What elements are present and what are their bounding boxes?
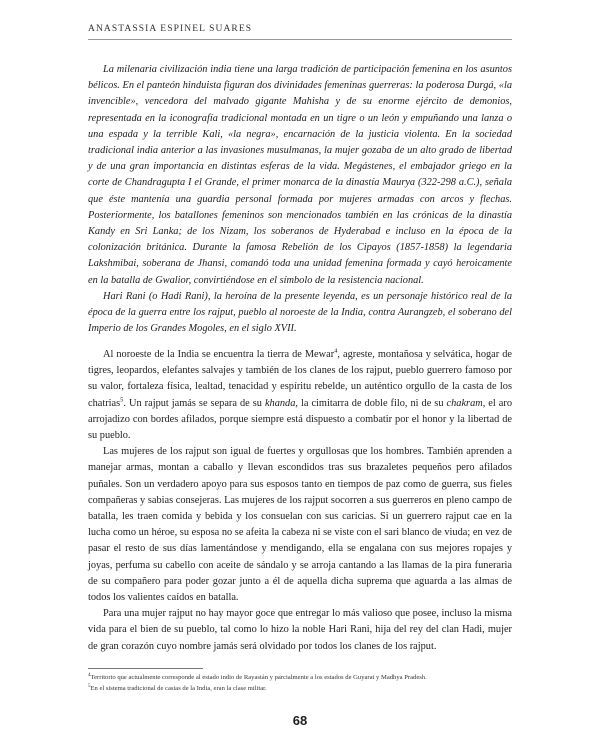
running-head: ANASTASSIA ESPINEL SUARES (88, 24, 253, 34)
main-text (88, 347, 512, 655)
footnote-5-number: 5 (88, 683, 91, 689)
chakram-term: chakram (446, 397, 483, 409)
body-paragraph-3: Para una mujer rajput no hay mayor goce que entregar lo más valioso que posee, incluso la misma vida para el bien de su pueblo, tal como lo hizo la noble Hari Rani, hija del rey del clan Hadi, mujer de gran corazón cuyo nombre jamás será olvidado por todos los clanes de los rajput. (88, 608, 512, 652)
footnote-5 (88, 684, 512, 695)
footnote-4-text: Territorio que actualmente corresponde al estado indio de Rayastán y parcialmente a los estados de Guyarat y Madhya Pradesh. (90, 674, 427, 681)
intro-paragraph-2: Hari Rani (o Hadi Rani), la heroína de la presente leyenda, es un personaje histórico real de la época de la guerra entre los rajput, pueblo al noroeste de la India, contra Aurangzeb, el soberano del Imperio de los Grandes Mogoles, en el siglo XVII. (88, 290, 512, 335)
khanda-term: khanda (264, 397, 296, 409)
page-number: 68 (292, 713, 308, 728)
footnote-ref-5[interactable]: 5 (120, 396, 124, 404)
body-p1-text-d: , la cimitarra de doble filo, ni de su (295, 397, 447, 409)
header-rule (88, 39, 512, 40)
footnote-rule (88, 668, 203, 669)
body-p1-text-e: , el aro arrojadizo con bordes afilados, porque siempre está dispuesto a combatir por el honor y la libertad de su pueblo. (88, 397, 512, 442)
body-p1-text-b: , agreste, montañosa y selvática, hogar de tigres, leopardos, elefantes salvajes y también de los clanes de los rajput, pueblo guerrero famoso por su valor, fortaleza física, lealtad, tenacidad y espíritu rebelde, un auténtico orgullo de la casta de los chatrias (88, 349, 512, 409)
footnote-ref-4[interactable]: 4 (334, 347, 338, 355)
italic-introduction (88, 62, 512, 337)
footnote-5-text: En el sistema tradicional de castas de la India, eran la clase militar. (90, 684, 267, 692)
intro-paragraph-1: La milenaria civilización india tiene una larga tradición de participación femenina en los asuntos bélicos. En el panteón hinduista figuran dos divinidades femeninas guerreras: la poderosa Durgá, «la invencible», vencedora del malvado gigante Mahisha y de su enorme ejército de demonios, representada en la iconografía tradicional montada en un tigre o un león y empuñando una lanza o una espada y la terrible Kali, «la negra», encarnación de la justicia violenta. En la sociedad tradicional india anterior a las invasiones musulmanas, la mujer gozaba de un alto grado de libertad y de una gran importancia en distintas esferas de la vida. Megástenes, el embajador griego en la corte de Chandragupta I el Grande, el primer monarca de la dinastía Maurya (322-298 a.C.), señala que éste mantenía una guardia personal formada por mujeres armadas con arcos y flechas. Posteriormente, los batallones femeninos son mencionados también en las crónicas de la dinastía Kandy en Sri Lanka; de los Nizam, los soberanos de Hyderabad e incluso en la época de la colonización británica. Durante la famosa Rebelión de los Cipayos (1857-1858) la legendaria Lakshmibai, soberana de Jhansi, comandó toda una unidad femenina formada y cayó heroicamente en la batalla de Gwalior, convirtiéndose en el símbolo de la resistencia nacional. (88, 64, 512, 286)
body-p1-text-c: . Un rajput jamás se separa de su (123, 397, 265, 409)
body-paragraph-1 (88, 347, 512, 444)
footnote-4-number: 4 (88, 672, 91, 678)
footnote-4 (88, 673, 512, 684)
body-p1-text-a: Al noroeste de la India se encuentra la tierra de Mewar (103, 349, 335, 360)
footnotes (88, 673, 512, 694)
body-paragraph-2: Las mujeres de los rajput son igual de fuertes y orgullosas que los hombres. También aprenden a manejar armas, montan a caballo y llevan escondidos tras sus brazaletes pequeños pero afilados puñales. Son un verdadero apoyo para sus esposos tanto en tiempos de paz como de guerra, sus fieles compañeras y sabias consejeras. Las mujeres de los rajput socorren a sus guerreros en pleno campo de batalla, les traen comida y bebida y los consuelan con sus caricias. Si un guerrero rajput cae en la lucha como un héroe, su esposa no se afeita la cabeza ni se viste con el sari blanco de viuda; en vez de pasar el resto de sus días lamentándose y mendigando, ella se engalana con sus mejores ropajes y joyas, perfuma su cabello con aceite de sándalo y se arroja cantando a las llamas de la pira funeraria de su compañero para poder gozar junto a él de aquella dicha suprema que aguarda a las almas de todos los valientes caídos en batalla. (88, 446, 512, 604)
